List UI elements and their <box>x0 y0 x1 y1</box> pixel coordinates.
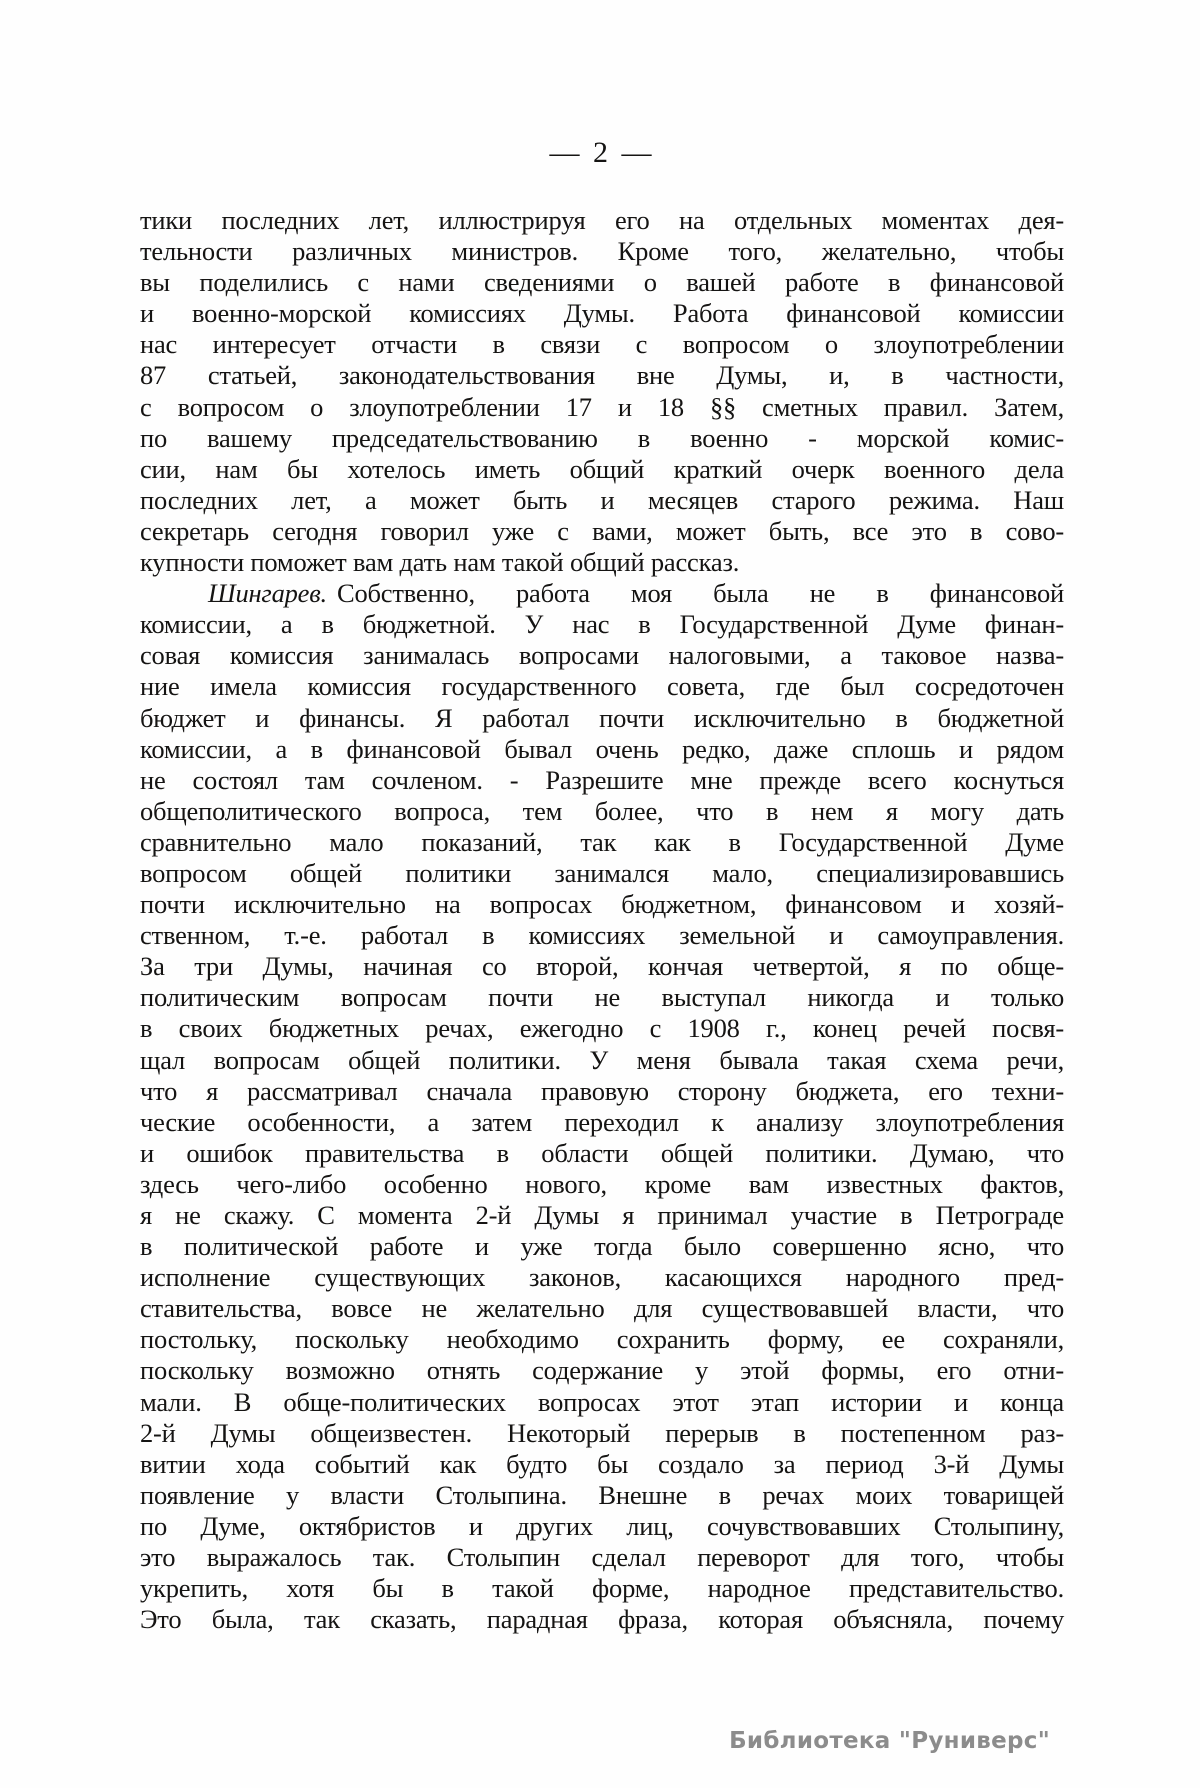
text-line: и военно-морской комиссиях Думы. Работа финансовой комиссии <box>140 298 1064 329</box>
watermark-library-label: Библиотека "Руниверс" <box>729 1728 1050 1754</box>
text-line: витии хода событий как будто бы создало за период 3-й Думы <box>140 1448 1064 1479</box>
text-line: политическим вопросам почти не выступал никогда и только <box>140 982 1064 1013</box>
text-line: сии, нам бы хотелось иметь общий краткий очерк военного дела <box>140 453 1064 484</box>
text-line: постольку, поскольку необходимо сохранить форму, ее сохраняли, <box>140 1324 1064 1355</box>
text-line: тики последних лет, иллюстрируя его на отдельных моментах дея- <box>140 205 1064 235</box>
text-body <box>140 205 1064 1635</box>
text-line: в политической работе и уже тогда было совершенно ясно, что <box>140 1231 1064 1262</box>
text-line: почти исключительно на вопросах бюджетном, финансовом и хозяй- <box>140 889 1064 920</box>
text-line: ние имела комиссия государственного совета, где был сосредоточен <box>140 671 1064 702</box>
text-line: ственном, т.-е. работал в комиссиях земельной и самоуправления. <box>140 920 1064 951</box>
text-line: 87 статьей, законодательствования вне Думы, и, в частности, <box>140 360 1064 391</box>
text-line: вы поделились с нами сведениями о вашей работе в финансовой <box>140 267 1064 298</box>
text-line: исполнение существующих законов, касающихся народного пред- <box>140 1262 1064 1293</box>
text-line: секретарь сегодня говорил уже с вами, может быть, все это в сово- <box>140 515 1064 546</box>
text-line: по вашему председательствованию в военно - морской комис- <box>140 422 1064 453</box>
text-line: щал вопросам общей политики. У меня бывала такая схема речи, <box>140 1044 1064 1075</box>
text-line: общеполитического вопроса, тем более, что в нем я могу дать <box>140 795 1064 826</box>
text-line: купности поможет вам дать нам такой общий рассказ. <box>140 547 740 578</box>
text-line: совая комиссия занималась вопросами налоговыми, а таковое назва- <box>140 640 1064 671</box>
text-line: тельности различных министров. Кроме того, желательно, чтобы <box>140 236 1064 267</box>
text-line: это выражалось так. Столыпин сделал переворот для того, чтобы <box>140 1542 1064 1573</box>
text-line: последних лет, а может быть и месяцев старого режима. Наш <box>140 484 1064 515</box>
text-line: ческие особенности, а затем переходил к анализу злоупотребления <box>140 1106 1064 1137</box>
text-line: нас интересует отчасти в связи с вопросом о злоупотреблении <box>140 329 1064 360</box>
text-line: поскольку возможно отнять содержание у этой формы, его отни- <box>140 1355 1064 1386</box>
text-line: вопросом общей политики занимался мало, специализировавшись <box>140 857 1064 888</box>
text-line: сравнительно мало показаний, так как в Государственной Думе <box>140 826 1064 857</box>
text-line: в своих бюджетных речах, ежегодно с 1908 г., конец речей посвя- <box>140 1013 1064 1044</box>
text-line: За три Думы, начиная со второй, кончая четвертой, я по обще- <box>140 951 1064 982</box>
text-line: и ошибок правительства в области общей политики. Думаю, что <box>140 1137 1064 1168</box>
text-line: комиссии, а в бюджетной. У нас в Государственной Думе финан- <box>140 609 1064 640</box>
text-line: мали. В обще-политических вопросах этот этап истории и конца <box>140 1386 1064 1417</box>
text-line: комиссии, а в финансовой бывал очень редко, даже сплошь и рядом <box>140 733 1064 764</box>
text-line: здесь чего-либо особенно нового, кроме вам известных фактов, <box>140 1168 1064 1199</box>
text-line: с вопросом о злоупотреблении 17 и 18 §§ сметных правил. Затем, <box>140 391 1064 422</box>
text-line: по Думе, октябристов и других лиц, сочувствовавших Столыпину, <box>140 1510 1064 1541</box>
text-line: укрепить, хотя бы в такой форме, народное представительство. <box>140 1573 1064 1604</box>
page-number: — 2 — <box>549 136 655 169</box>
speaker-name: Шингарев. <box>208 578 327 609</box>
text-line: 2-й Думы общеизвестен. Некоторый перерыв в постепенном раз- <box>140 1417 1064 1448</box>
text-line: что я рассматривал сначала правовую сторону бюджета, его техни- <box>140 1075 1064 1106</box>
text-line: не состоял там сочленом. - Разрешите мне прежде всего коснуться <box>140 764 1064 795</box>
text-line: я не скажу. С момента 2-й Думы я принимал участие в Петрограде <box>140 1200 1064 1230</box>
text-line: бюджет и финансы. Я работал почти исключительно в бюджетной <box>140 702 1064 733</box>
text-line: Шингарев. Собственно, работа моя была не в финансовой <box>208 578 1064 609</box>
text-line: Это была, так сказать, парадная фраза, которая объясняла, почему <box>140 1604 1064 1635</box>
text-line: ставительства, вовсе не желательно для существовавшей власти, что <box>140 1293 1064 1324</box>
text-line: появление у власти Столыпина. Внешне в речах моих товарищей <box>140 1479 1064 1510</box>
